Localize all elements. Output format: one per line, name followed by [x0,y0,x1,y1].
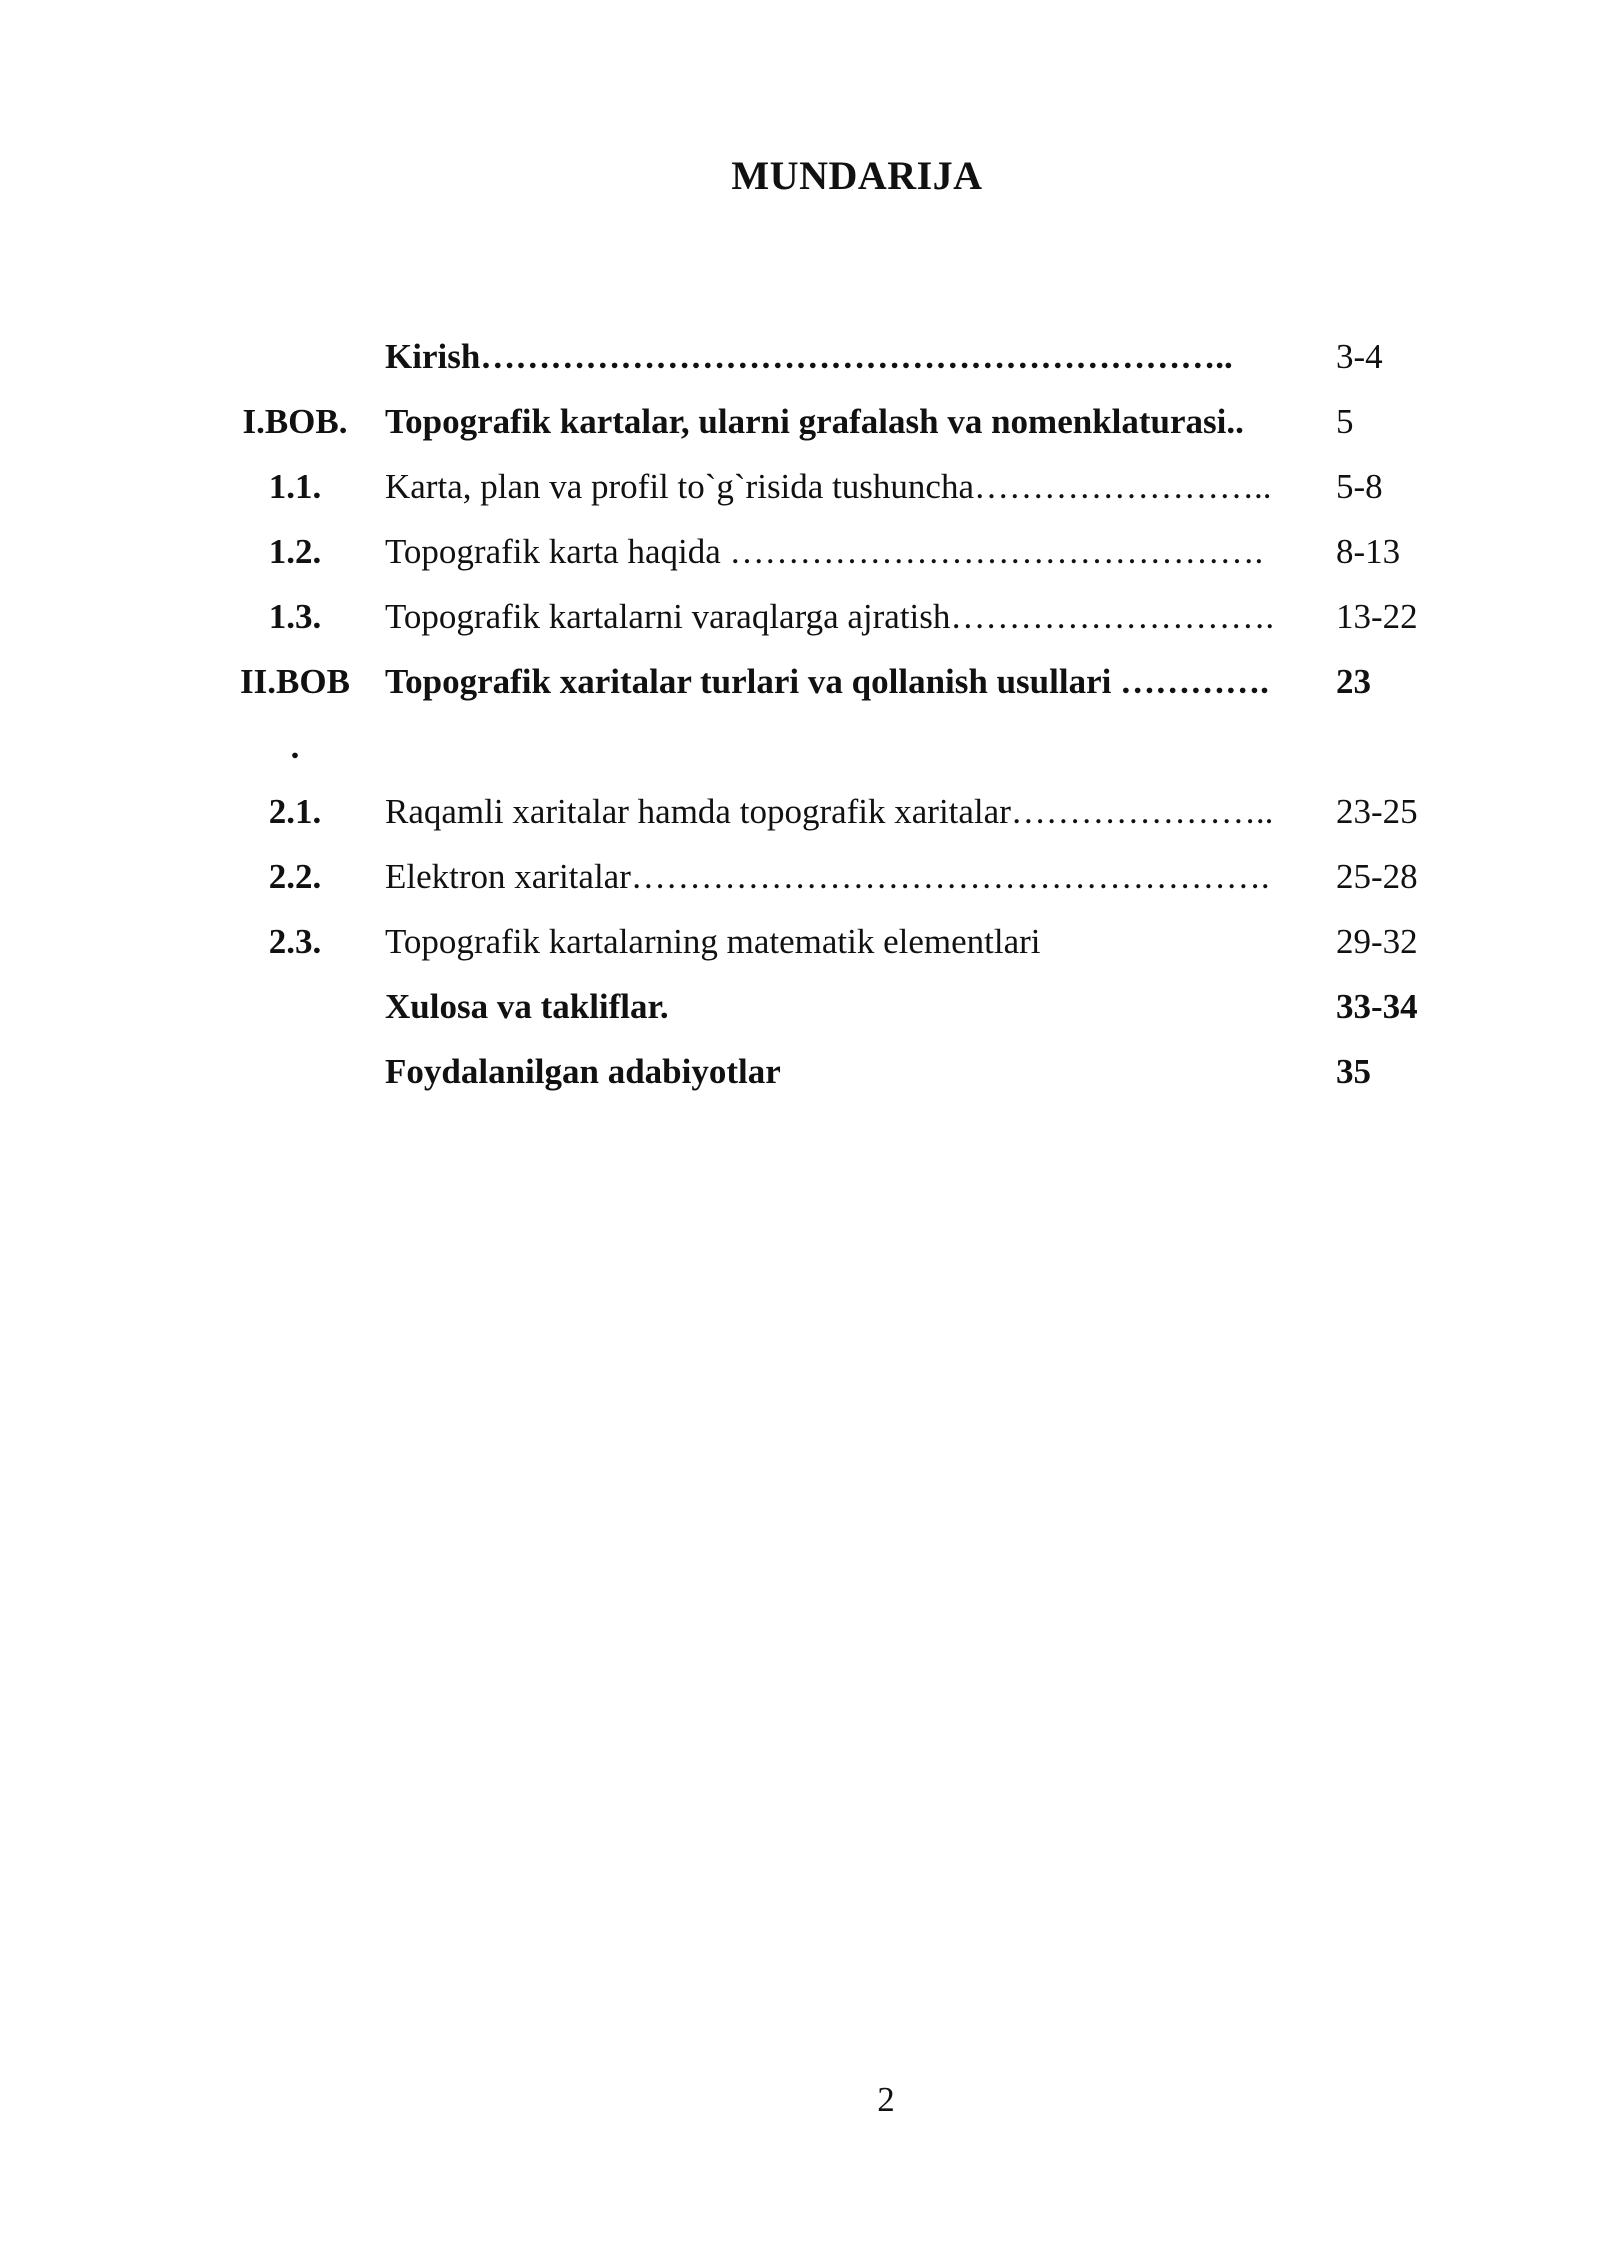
toc-section-number: 2.2. [268,857,322,896]
toc-page-range: 3-4 [1336,337,1383,376]
toc-entry-title: Kirish……………………………………………………….. [385,337,1233,376]
toc-page-range: 35 [1336,1052,1371,1091]
toc-entry-title: Raqamli xaritalar hamda topografik xaritalar………………….. [385,792,1274,831]
toc-entry-title: Topografik kartalar, ularni grafalash va nomenklaturasi.. [385,402,1244,441]
toc-row [220,454,1480,519]
toc-entry-title: Topografik xaritalar turlari va qollanish usullari …………. [385,662,1269,701]
toc-row [220,974,1480,1039]
toc-row [220,649,1480,779]
toc-section-number: 1.3. [268,597,322,636]
toc-entry-title: Elektron xaritalar………………………………………………. [385,857,1270,896]
toc-row [220,779,1480,844]
toc-entry-title: Foydalanilgan adabiyotlar [385,1052,781,1091]
toc-entry-title: Topografik karta haqida ………………………………………. [385,532,1264,571]
toc-entry-title: Topografik kartalarning matematik elementlari [385,922,1041,961]
toc-row [220,519,1480,584]
toc-page-range: 23 [1336,662,1371,701]
toc-page-range: 5 [1336,402,1354,441]
toc-section-number: 1.1. [268,467,322,506]
toc-section-number: I.BOB. [242,402,348,441]
toc-section-number: 2.3. [268,922,322,961]
toc-entry-title: Topografik kartalarni varaqlarga ajratish………………………. [385,597,1275,636]
toc-section-number: II.BOB . [240,662,350,766]
toc-page-range: 13-22 [1336,597,1418,636]
toc-page-range: 5-8 [1336,467,1383,506]
toc-entry-title: Karta, plan va profil to`g`risida tushuncha…………………….. [385,467,1272,506]
toc-section-number: 2.1. [268,792,322,831]
toc-section-number: 1.2. [268,532,322,571]
toc-row [220,844,1480,909]
toc-page-range: 33-34 [1336,987,1418,1026]
toc-row [220,324,1480,389]
toc-page-range: 29-32 [1336,922,1418,961]
toc-page-range: 23-25 [1336,792,1418,831]
toc-page-range: 8-13 [1336,532,1401,571]
table-of-contents [220,324,1480,1104]
toc-page-range: 25-28 [1336,857,1418,896]
toc-row [220,909,1480,974]
toc-row [220,389,1480,454]
page-number: 2 [877,2080,895,2119]
toc-row [220,584,1480,649]
toc-entry-title: Xulosa va takliflar. [385,987,669,1026]
page-title: MUNDARIJA [731,153,983,198]
toc-row [220,1039,1480,1104]
